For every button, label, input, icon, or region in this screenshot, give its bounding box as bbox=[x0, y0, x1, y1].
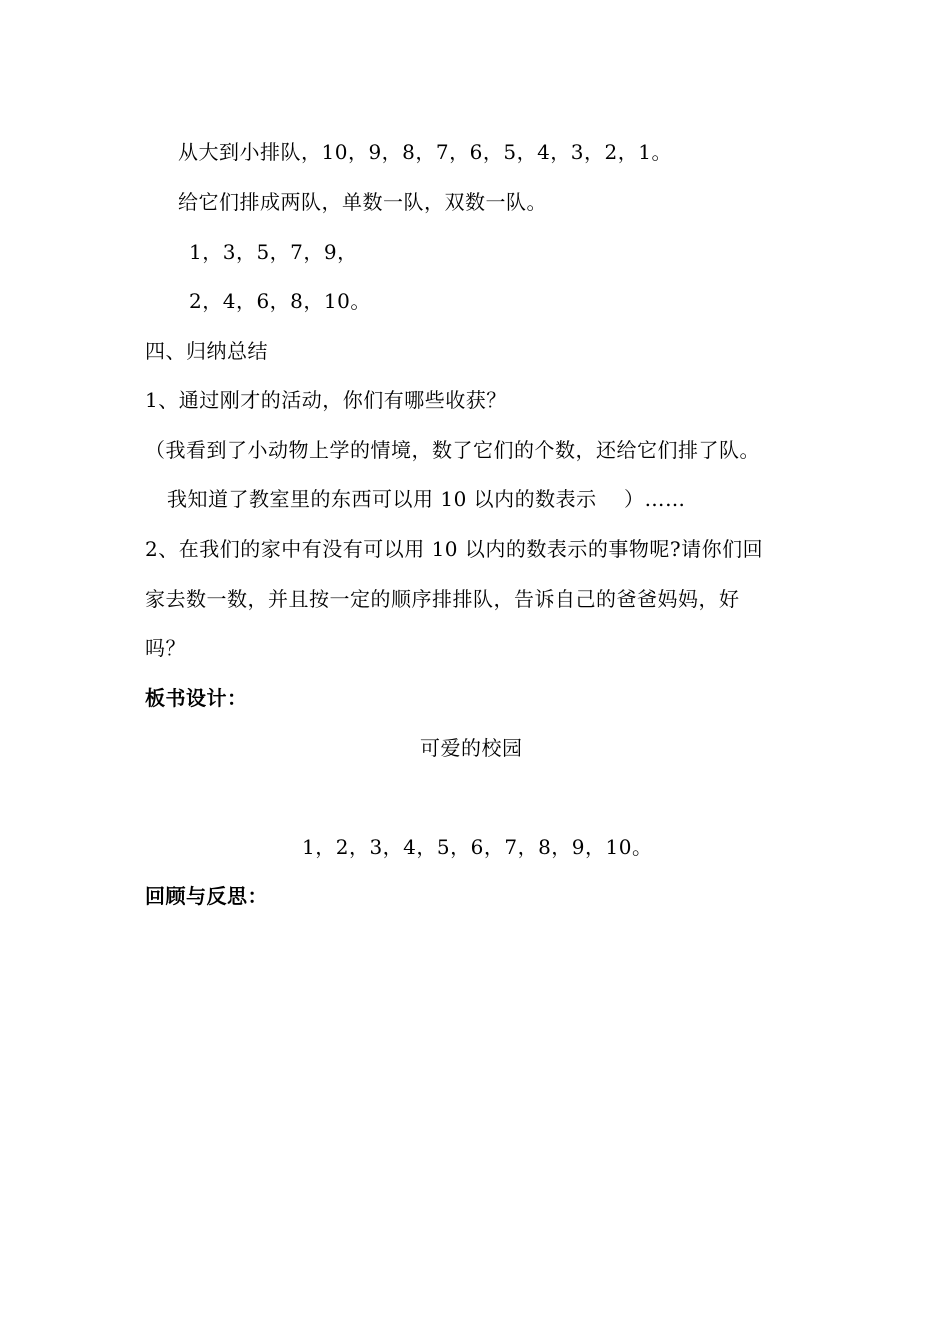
question-2-line-1: 2、在我们的家中有没有可以用 10 以内的数表示的事物呢?请你们回 bbox=[145, 537, 764, 561]
board-title: 可爱的校园 bbox=[420, 736, 523, 760]
question-1: 1、通过刚才的活动，你们有哪些收获？ bbox=[145, 388, 507, 412]
question-2-line-2: 家去数一数，并且按一定的顺序排排队，告诉自己的爸爸妈妈，好 bbox=[145, 587, 740, 611]
text-line-two-queues: 给它们排成两队，单数一队，双数一队。 bbox=[178, 190, 547, 214]
section-heading-summary: 四、归纳总结 bbox=[145, 339, 268, 363]
answer-1-line-1: （我看到了小动物上学的情境，数了它们的个数，还给它们排了队。 bbox=[145, 438, 760, 462]
reflection-heading: 回顾与反思： bbox=[145, 884, 268, 908]
answer-1-line-2: 我知道了教室里的东西可以用 10 以内的数表示 ）…… bbox=[167, 487, 686, 511]
text-line-descending-order: 从大到小排队，10，9，8，7，6，5，4，3，2，1。 bbox=[178, 140, 672, 164]
board-numbers: 1，2，3，4，5，6，7，8，9，10。 bbox=[302, 835, 653, 859]
text-line-even-numbers: 2，4，6，8，10。 bbox=[189, 289, 371, 313]
text-line-odd-numbers: 1，3，5，7，9， bbox=[189, 240, 358, 264]
question-2-line-3: 吗？ bbox=[145, 636, 186, 660]
board-design-heading: 板书设计： bbox=[145, 686, 248, 710]
